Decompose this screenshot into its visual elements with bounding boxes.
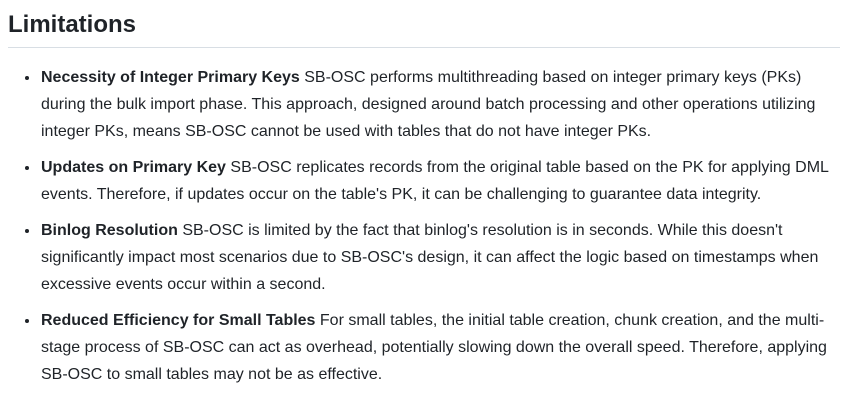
- limitation-description: SB-OSC is limited by the fact that binlog's resolution is in seconds. While this doesn't significantly impact most scenarios due to SB-OSC's design, it can affect the logic based on timestamps when excessive events occur within a second.: [41, 222, 819, 293]
- limitations-list: [8, 64, 840, 388]
- limitation-item-small-tables: [40, 307, 840, 388]
- limitation-term: Necessity of Integer Primary Keys: [41, 69, 300, 86]
- limitation-description: For small tables, the initial table creation, chunk creation, and the multi-stage process of SB-OSC can act as overhead, potentially slowing down the overall speed. Therefore, applying SB-OSC to small tables may not be as effective.: [41, 312, 827, 383]
- limitation-term: Reduced Efficiency for Small Tables: [41, 312, 316, 329]
- limitation-item-binlog-resolution: [40, 217, 840, 298]
- limitation-item-integer-primary-keys: [40, 64, 840, 145]
- section-heading-limitations: Limitations: [8, 10, 840, 48]
- limitation-term: Updates on Primary Key: [41, 159, 226, 176]
- limitation-description: SB-OSC performs multithreading based on integer primary keys (PKs) during the bulk import phase. This approach, designed around batch processing and other operations utilizing integer PKs, means SB-OSC cannot be used with tables that do not have integer PKs.: [41, 69, 816, 140]
- limitation-item-updates-on-primary-key: [40, 154, 840, 208]
- limitation-term: Binlog Resolution: [41, 222, 178, 239]
- limitation-description: SB-OSC replicates records from the original table based on the PK for applying DML events. Therefore, if updates occur on the table's PK, it can be challenging to guarantee data integrity.: [41, 159, 829, 203]
